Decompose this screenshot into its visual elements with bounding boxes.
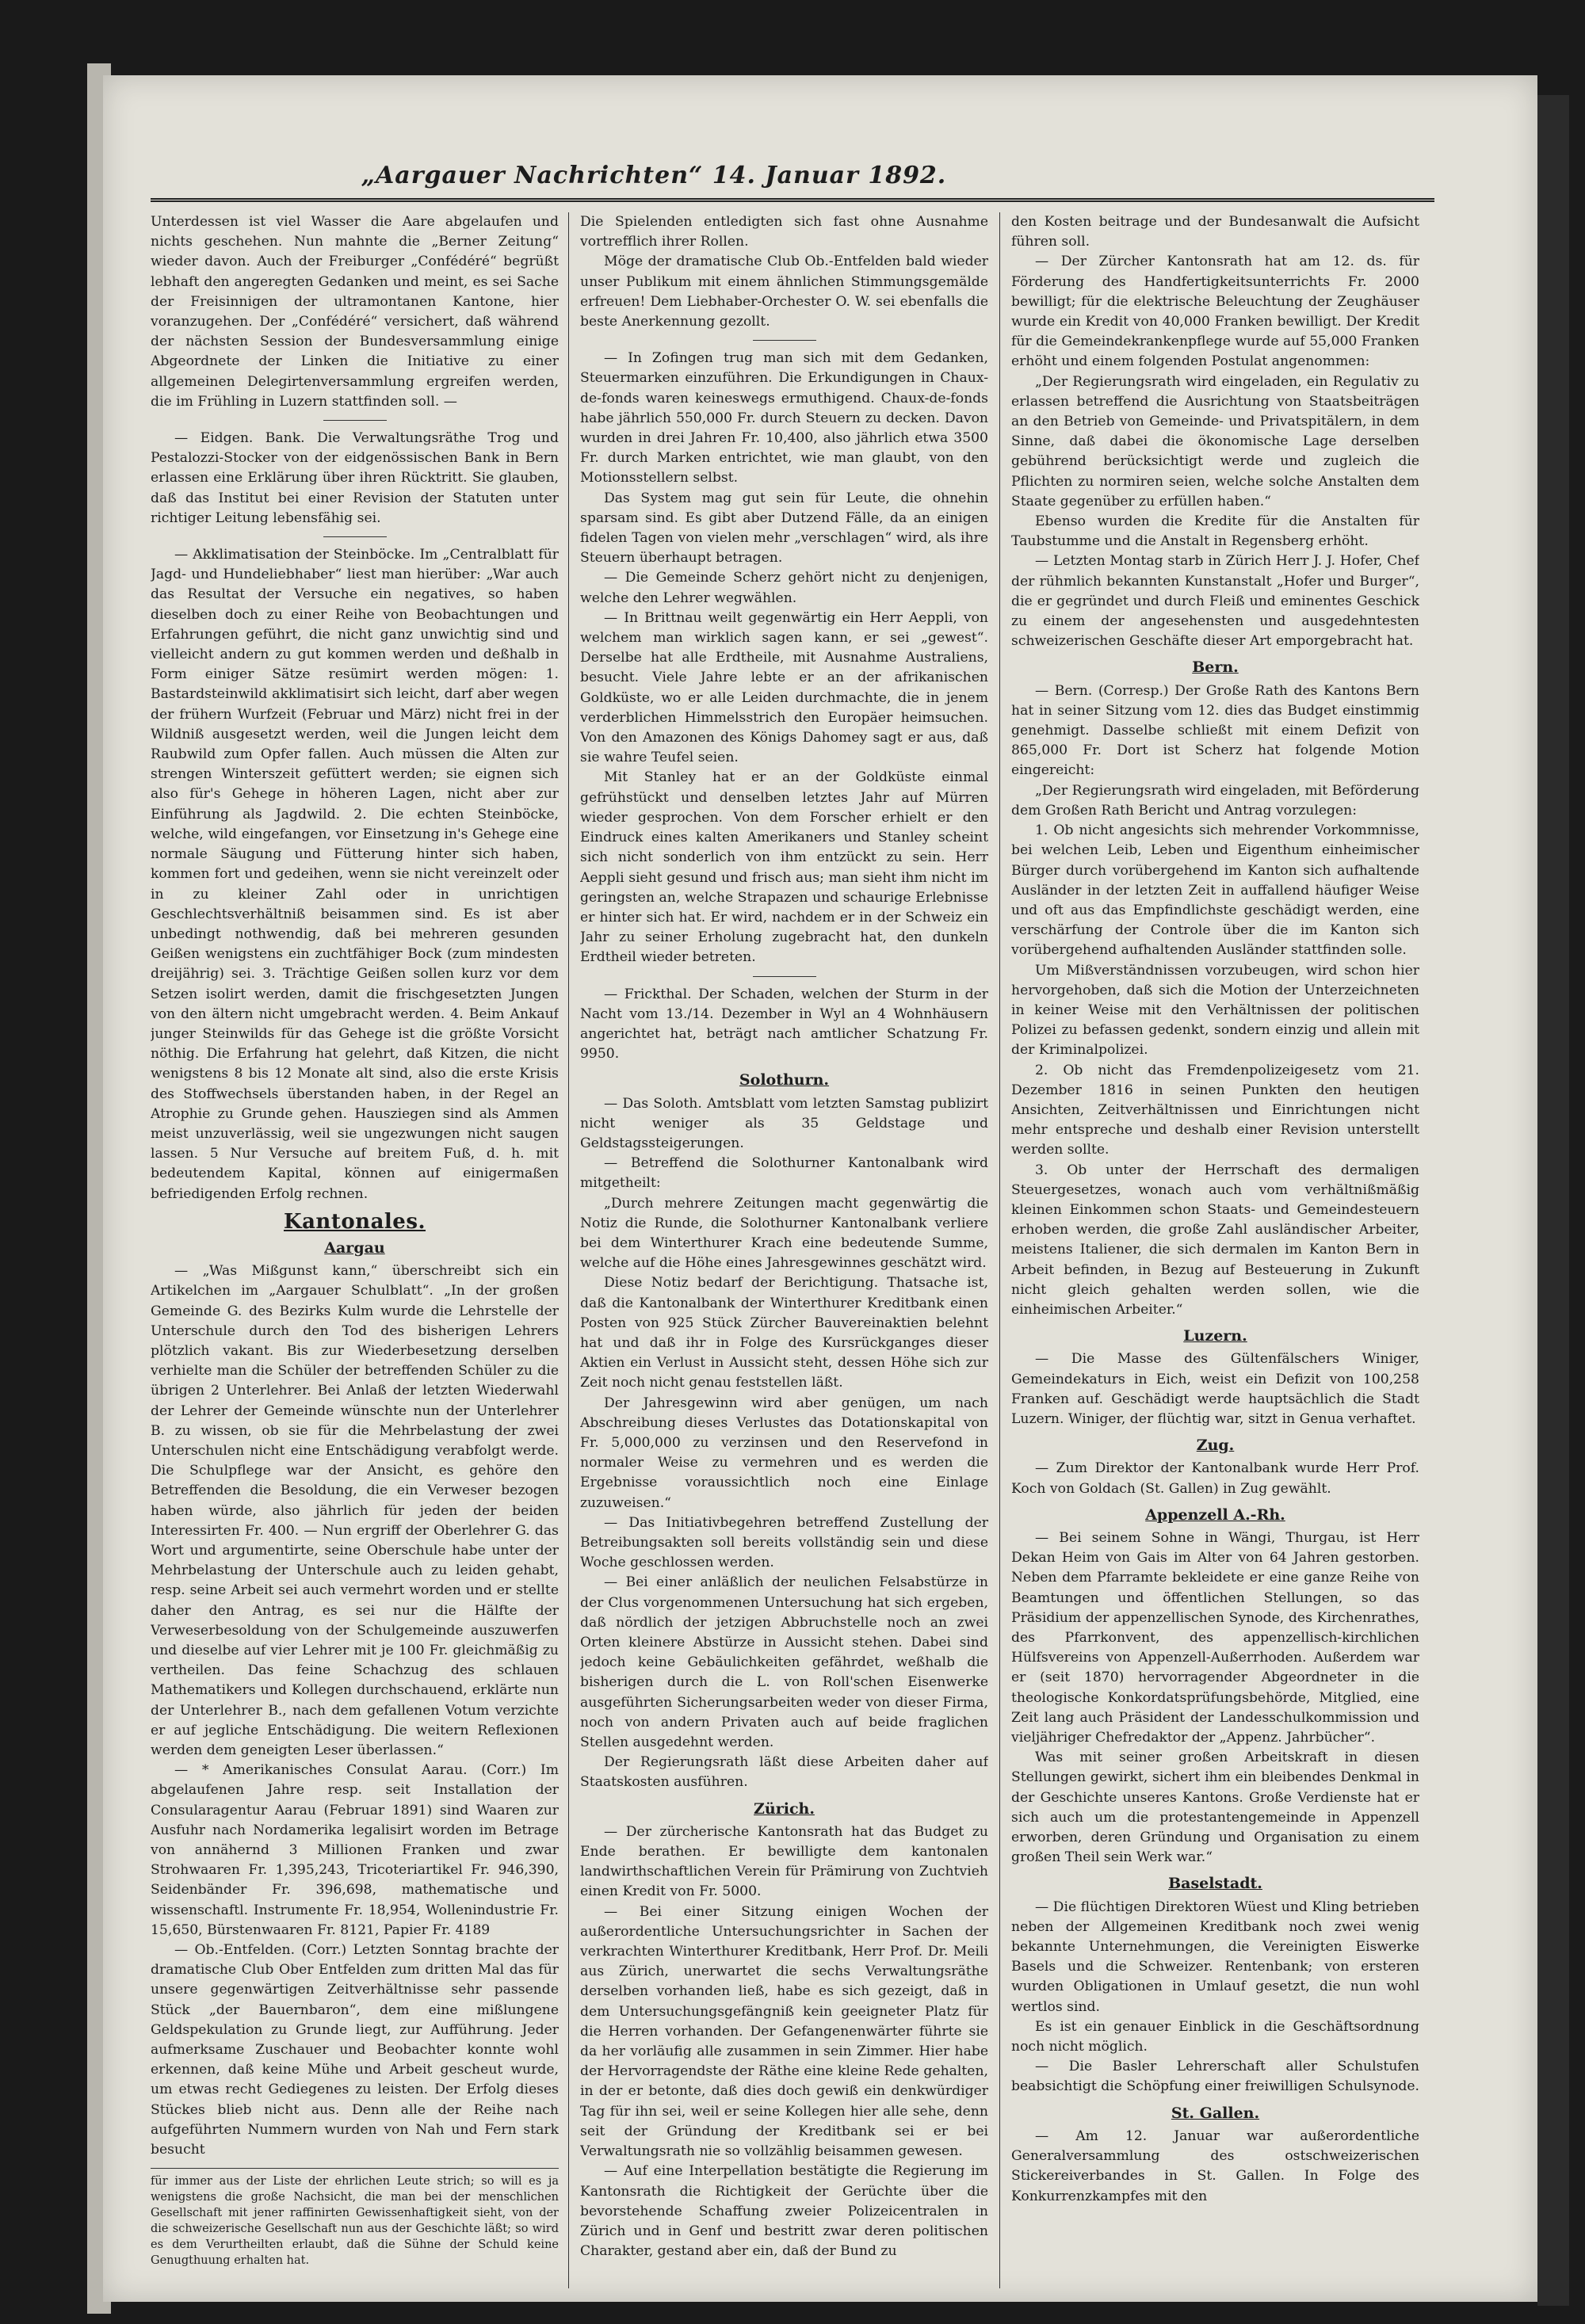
paragraph: — Der zürcherische Kantonsrath hat das Budget zu Ende berathen. Er bewilligte dem kantonalen landwirthschaftlichen Verein für Prämirung von Zuchtvieh einen Kredit von Fr. 5000.	[580, 1823, 988, 1900]
section-subheading: Appenzell A.-Rh.	[1145, 1505, 1285, 1524]
separator	[753, 976, 816, 977]
masthead	[151, 82, 1157, 201]
section-heading: Kantonales.	[283, 1209, 426, 1234]
paragraph: — Akklimatisation der Steinböcke. Im „Centralblatt für Jagd- und Hundeliebhaber“ liest man hierüber: „War auch das Resultat der Versuche ein negatives, so haben dieselben doch zu einer Reihe von Beobachtungen und Erfahrungen geführt, die nicht ganz unwichtig sind und vielleicht andern zu gut kommen werden und deßhalb in Form einiger Sätze resümirt werden mögen: 1. Bastardsteinwild akklimatisirt sich leicht, darf aber wegen der frühern Wurfzeit (Februar und März) nicht frei in der Wildniß ausgesetzt werden, weil die Jungen leicht dem Raubwild zum Opfer fallen. Auch müssen die Alten zur strengen Winterszeit gefüttert werden; sie eignen sich also für's Gehege in höheren Lagen, nicht aber zur Einführung als Jagdwild. 2. Die echten Steinböcke, welche, wild eingefangen, vor Einsetzung in's Gehege eine normale Säugung und Fütterung hinter sich haben, kommen fort und gedeihen, wenn sie nicht vereinzelt oder in zu kleiner Zahl oder in unrichtigen Geschlechtsverhältniß beisammen sind. Es ist aber unbedingt nothwendig, daß bei mehreren gesunden Geißen wenigstens ein zuchtfähiger Bock (zum mindesten dreijährig) sei. 3. Trächtige Geißen sollen kurz vor dem Setzen isolirt werden, damit die frischgesetzten Jungen von den ältern nicht umgebracht werden. 4. Beim Ankauf junger Steinwilds für das Gehege ist die größte Vorsicht nöthig. Die Erfahrung hat gelehrt, daß Kitzen, die nicht wenigstens 8 bis 12 Monate alt sind, also die erste Krisis des Stoffwechsels überstanden haben, in der Regel an Atrophie zu Grunde gehen. Hausziegen sind als Ammen meist unzuverlässig, weil sie ungezwungen nicht saugen lassen. 5 Nur Versuche auf breitem Fuß, d. h. mit bedeutendem Kapital, können auf einigermaßen befriedigenden Erfolg rechnen.	[151, 547, 559, 1202]
paragraph: Mit Stanley hat er an der Goldküste einmal gefrühstückt und denselben letztes Jahr auf Mürren wieder gesprochen. Von dem Forscher erhielt er den Eindruck eines kalten Amerikaners und Stanley scheint sich nicht sonderlich von ihm entzückt zu sein. Herr Aeppli sieht gesund und frisch aus; man sieht ihm nicht im geringsten an, welche Strapazen und schaurige Erlebnisse er hinter sich hat. Er wird, nachdem er in der Schweiz ein Jahr zu seiner Erholung zugebracht hat, den dunkeln Erdtheil wieder betreten.	[580, 769, 988, 966]
section-subheading: St. Gallen.	[1171, 2104, 1260, 2122]
paragraph: 3. Ob unter der Herrschaft des dermaligen Steuergesetzes, wonach auch vom verhältnißmäßig kleinen Einkommen schon Staats- und Gemeindesteuern erhoben werden, die große Zahl ausländischer Arbeiter, meistens Italiener, die sich dermalen im Kanton Bern in Arbeit befinden, in Bezug auf Besteuerung in Zukunft nicht gleich gehalten werden sollen, wie die einheimischen Arbeiter.“	[1011, 1162, 1419, 1318]
paragraph: — * Amerikanisches Consulat Aarau. (Corr.) Im abgelaufenen Jahre resp. seit Installation der Consularagentur Aarau (Februar 1891) sind Waaren zur Ausfuhr nach Nordamerika legalisirt worden im Betrage von annähernd 3 Millionen Franken und zwar Strohwaaren Fr. 1,395,243, Tricoteriartikel Fr. 946,390, Seidenbänder Fr. 396,698, mathematische und wissenschaftl. Instrumente Fr. 18,954, Wollenindustrie Fr. 15,650, Bürstenwaaren Fr. 8121, Papier Fr. 4189	[151, 1762, 559, 1938]
separator	[323, 420, 387, 421]
section-subheading: Bern.	[1192, 658, 1239, 677]
paragraph: — Frickthal. Der Schaden, welchen der Sturm in der Nacht vom 13./14. Dezember in Wyl an 4 Wohnhäusern angerichtet hat, beträgt nach amtlicher Schatzung Fr. 9950.	[580, 986, 988, 1063]
paragraph: Um Mißverständnissen vorzubeugen, wird schon hier hervorgehoben, daß sich die Motion der Unterzeichneten in keiner Weise mit den Verhältnissen der politischen Polizei zu befassen gedenkt, sondern einzig und allein mit der Kriminalpolizei.	[1011, 962, 1419, 1059]
section-subheading: Aargau	[324, 1238, 385, 1257]
paragraph: — Das Soloth. Amtsblatt vom letzten Samstag publizirt nicht weniger als 35 Geldstage und Geldstagssteigerungen.	[580, 1095, 988, 1151]
paragraph: — Der Zürcher Kantonsrath hat am 12. ds. für Förderung des Handfertigkeitsunterrichts Fr. 2000 bewilligt; für die elektrische Beleuchtung der Zeughäuser wurde ein Kredit von 40,000 Franken bewilligt. Der Kredit für die Gemeindekrankenpflege wurde auf 55,000 Franken erhöht und einem folgenden Postulat angenommen:	[1011, 254, 1419, 370]
column-divider	[999, 212, 1000, 2288]
section-subheading: Luzern.	[1183, 1327, 1247, 1345]
paragraph: — In Zofingen trug man sich mit dem Gedanken, Steuermarken einzuführen. Die Erkundigungen in Chaux-de-fonds waren keineswegs ermuthigend. Chaux-de-fonds habe jährlich 550,000 Fr. durch Steuern zu decken. Davon wurden in drei Jahren Fr. 10,400, also jährlich etwa 3500 Fr. durch Marken entrichtet, wie man glaubt, von den Motionsstellern selbst.	[580, 350, 988, 487]
paragraph: — Bern. (Corresp.) Der Große Rath des Kantons Bern hat in seiner Sitzung vom 12. dies das Budget einstimmig genehmigt. Dasselbe schließt mit einem Defizit von 865,000 Fr. Dort ist Scherz hat folgende Motion eingereicht:	[1011, 682, 1419, 779]
paragraph: — Die Masse des Gültenfälschers Winiger, Gemeindekaturs in Eich, weist ein Defizit von 100,258 Franken auf. Geschädigt werde hauptsächlich die Stadt Luzern. Winiger, der flüchtig war, sitzt in Genua verhaftet.	[1011, 1351, 1419, 1427]
paragraph: Möge der dramatische Club Ob.-Entfelden bald wieder unser Publikum mit einem ähnlichen Stimmungsgemälde erfreuen! Dem Liebhaber-Orchester O. W. sei ebenfalls die beste Anerkennung gezollt.	[580, 254, 988, 330]
paragraph: Unterdessen ist viel Wasser die Aare abgelaufen und nichts geschehen. Nun mahnte die „Berner Zeitung“ wieder davon. Auch der Freiburger „Confédéré“ begrüßt lebhaft den angeregten Gedanken und meint, es sei Sache der Freisinnigen der ultramontanen Kantone, hier voranzugehen. Der „Confédéré“ versichert, daß während der nächsten Session der Bundesversammlung einige Abgeordnete der Linken die Initiative zu einer allgemeinen Delegirtenversammlung ergreifen werden, die im Frühling in Luzern stattfinden soll. —	[151, 214, 559, 410]
paragraph: Es ist ein genauer Einblick in die Geschäftsordnung noch nicht möglich.	[1011, 2018, 1419, 2055]
paragraph: 2. Ob nicht das Fremdenpolizeigesetz vom 21. Dezember 1816 in seinen Punkten den heutigen Ansichten, Zeitverhältnissen und Einrichtungen nicht mehr entspreche und deshalb einer Revision unterstellt werden sollte.	[1011, 1062, 1419, 1158]
separator	[323, 536, 387, 537]
paragraph: — Eidgen. Bank. Die Verwaltungsräthe Trog und Pestalozzi-Stocker von der eidgenössischen Bank in Bern erlassen eine Erklärung über ihren Rücktritt. Sie glauben, daß das Institut bei einer Revision der Statuten unter richtiger Leitung lebensfähig sei.	[151, 430, 559, 526]
section-subheading: Solothurn.	[739, 1071, 830, 1089]
paragraph: 1. Ob nicht angesichts sich mehrender Vorkommnisse, bei welchen Leib, Leben und Eigenthum einheimischer Bürger durch vorübergehend im Kanton sich aufhaltende Ausländer in der letzten Zeit in auffallend häufiger Weise und oft aus das Empfindlichste geschädigt werden, eine verschärfung der Controle über die im Kanton sich vorübergehend aufhaltenden Ausländer stattfinden solle.	[1011, 822, 1419, 959]
paragraph: den Kosten beitrage und der Bundesanwalt die Aufsicht führen soll.	[1011, 214, 1419, 250]
paragraph: Ebenso wurden die Kredite für die Anstalten für Taubstumme und die Anstalt in Regensberg erhöht.	[1011, 513, 1419, 550]
paragraph: — Die Basler Lehrerschaft aller Schulstufen beabsichtigt die Schöpfung einer freiwilligen Schulsynode.	[1011, 2059, 1419, 2095]
footnote-rule	[151, 2168, 559, 2169]
section-subheading: Baselstadt.	[1168, 1875, 1262, 1893]
paragraph: — Bei seinem Sohne in Wängi, Thurgau, ist Herr Dekan Heim von Gais im Alter von 64 Jahren gestorben. Neben dem Pfarramte bekleidete er eine ganze Reihe von Beamtungen und öffentlichen Stellungen, so das Präsidium der appenzellischen Synode, des Kirchenrathes, des Pfarrkonvent, des appenzellisch-kirchlichen Hülfsvereins von Appenzell-Außerrhoden. Außerdem war er (seit 1870) hervorragender Abgeordneter in die theologische Konkordatsprüfungsbehörde, Mitglied, eine Zeit lang auch Präsident der Landesschulkommission und vieljähriger Chefredaktor der „Appenz. Jahrbücher“.	[1011, 1530, 1419, 1746]
paragraph: — „Was Mißgunst kann,“ überschreibt sich ein Artikelchen im „Aargauer Schulblatt“. „In der großen Gemeinde G. des Bezirks Kulm wurde die Lehrstelle der Unterschule durch den Tod des bisherigen Lehrers plötzlich vakant. Bis zur Wiederbesetzung derselben verhielte man die Schüler der betreffenden Schüler zu die übrigen 2 Unterlehrer. Bei Anlaß der letzten Wiederwahl der Lehrer der Gemeinde wünschte nun der Unterlehrer B. zu wissen, ob sie für die Mehrbelastung der zwei Unterschulen nicht eine Entschädigung verabfolgt werde. Die Schulpflege war der Ansicht, es gehöre den Betreffenden die Besoldung, die ein Verweser bezogen haben würde, also jährlich für jeden der beiden Interessirten Fr. 400. — Nun ergriff der Oberlehrer G. das Wort und argumentirte, seine Oberschule habe unter der Mehrbelastung der Unterschule auch zu leiden gehabt, resp. seine Arbeit sei auch vermehrt worden und er stellte daher den Antrag, es sei nur die Hälfte der Verweserbesoldung von der Schulgemeinde auszuwerfen und dieselbe auf vier Lehrer mit je 100 Fr. gleichmäßig zu vertheilen. Das feine Schachzug des schlauen Mathematikers und Kollegen durchschauend, erklärte nun der Unterlehrer B., nach dem gefallenen Votum verzichte er auf jegliche Entschädigung. Die weitern Reflexionen werden dem geneigten Leser überlassen.“	[151, 1263, 559, 1759]
paragraph: — Letzten Montag starb in Zürich Herr J. J. Hofer, Chef der rühmlich bekannten Kunstanstalt „Hofer und Burger“, die er gegründet und durch Fleiß und eminentes Geschick zu einem der angesehensten und ausgedehntesten schweizerischen Geschäfte dieser Art emporgebracht hat.	[1011, 553, 1419, 650]
header-rule	[151, 198, 1434, 202]
column-divider	[568, 212, 569, 2288]
paragraph: — Ob.-Entfelden. (Corr.) Letzten Sonntag brachte der dramatische Club Ober Entfelden zum dritten Mal das für unsere gegenwärtigen Zeitverhältnisse sehr passende Stück „der Bauernbaron“, dem eine mißlungene Geldspekulation zu Grunde liegt, zur Aufführung. Jeder aufmerksame Zuschauer und Beobachter konnte wohl erkennen, daß keine Mühe und Arbeit gescheut wurde, um etwas recht Gediegenes zu leisten. Der Erfolg dieses Stückes blieb nicht aus. Denn alle der Reihe nach aufgeführten Nummern wurden von Nah und Fern stark besucht	[151, 1942, 559, 2158]
paragraph: „Durch mehrere Zeitungen macht gegenwärtig die Notiz die Runde, die Solothurner Kantonalbank verliere bei dem Winterthurer Krach eine bedeutende Summe, welche auf die Höhe eines Jahresgewinnes geschätzt wird.	[580, 1195, 988, 1272]
paragraph: — Die Gemeinde Scherz gehört nicht zu denjenigen, welche den Lehrer wegwählen.	[580, 570, 988, 606]
paragraph: Was mit seiner großen Arbeitskraft in diesen Stellungen gewirkt, sichert ihm ein bleibendes Denkmal in der Geschichte unseres Kantons. Große Verdienste hat er sich auch um die protestantengemeinde in Appenzell erworben, deren Gründung und Organisation zu einem großen Theil sein Werk war.“	[1011, 1750, 1419, 1866]
footnote: für immer aus der Liste der ehrlichen Leute strich; so will es ja wenigstens die große Nachsicht, die man bei der menschlichen Gesellschaft mit jener raffinirten Gewissenhaftigkeit sieht, von der die schweizerische Gesellschaft nun aus der Geschichte läßt; so wird es dem Verurtheilten erlaubt, daß die Sühne der Schuld keine Genugthuung erhalten hat.	[151, 2175, 559, 2268]
paragraph: — Auf eine Interpellation bestätigte die Regierung im Kantonsrath die Richtigkeit der Gerüchte über die bevorstehende Schaffung zweier Polizeicentralen in Zürich und in Genf und bestritt zwar deren politischen Charakter, gestand aber ein, daß der Bund zu	[580, 2163, 988, 2260]
column-2	[580, 212, 988, 2288]
paragraph: „Der Regierungsrath wird eingeladen, ein Regulativ zu erlassen betreffend die Ausrichtung von Staatsbeiträgen an den Betrieb von Gemeinde- und Privatspitälern, in dem Sinne, daß dabei die ökonomische Lage derselben gebührend berücksichtigt werde und zugleich die Pflichten zu normiren seien, welche solche Anstalten dem Staate gegenüber zu erfüllen haben.“	[1011, 373, 1419, 509]
paragraph: — Betreffend die Solothurner Kantonalbank wird mitgetheilt:	[580, 1155, 988, 1192]
paragraph: Der Regierungsrath läßt diese Arbeiten daher auf Staatskosten ausführen.	[580, 1754, 988, 1791]
paragraph: Das System mag gut sein für Leute, die ohnehin sparsam sind. Es gibt aber Dutzend Fälle, da an einigen fidelen Tagen von vielen mehr „verschlagen“ wird, als ihre Steuern überhaupt betragen.	[580, 490, 988, 567]
paragraph: Die Spielenden entledigten sich fast ohne Ausnahme vortrefflich ihrer Rollen.	[580, 214, 988, 250]
paragraph: — Bei einer Sitzung einigen Wochen der außerordentliche Untersuchungsrichter in Sachen der verkrachten Winterthurer Kreditbank, Herr Prof. Dr. Meili aus Zürich, unerwartet die sechs Verwaltungsräthe derselben vorhanden ließ, habe es sich gezeigt, daß in dem Untersuchungsgefängniß kein geeigneter Platz für die Herren vorhanden. Der Gefangenenwärter führte sie da her vorläufig alle zusammen in sein Zimmer. Hier habe der Hervorragendste der Räthe eine kleine Rede gehalten, in der er betonte, daß dies doch gewiß ein denkwürdiger Tag für ihn sei, weil er seine Kollegen hier alle sehe, denn seit der Gründung der Kreditbank sei er bei Verwaltungsrath nie so vollzählig beisammen gewesen.	[580, 1903, 988, 2160]
paragraph: Der Jahresgewinn wird aber genügen, um nach Abschreibung dieses Verlustes das Dotationskapital von Fr. 5,000,000 zu verzinsen und den Reservefond in normaler Weise zu vermehren und es werden die Ergebnisse voraussichtlich noch eine Einlage zuzuweisen.“	[580, 1395, 988, 1511]
paragraph: Diese Notiz bedarf der Berichtigung. Thatsache ist, daß die Kantonalbank der Winterthurer Kreditbank einen Posten von 925 Stück Zürcher Bauvereinaktien belehnt hat und daß ihr in Folge des Kursrückganges dieser Aktien ein Verlust in Aussicht steht, dessen Höhe sich zur Zeit noch nicht genau feststellen läßt.	[580, 1275, 988, 1391]
paragraph: — In Brittnau weilt gegenwärtig ein Herr Aeppli, von welchem man wirklich sagen kann, er sei „gewest“. Derselbe hat alle Erdtheile, mit Ausnahme Australiens, besucht. Viele Jahre lebte er an der afrikanischen Goldküste, wo er alle Leiden durchmachte, die in jenem verderblichen Himmelsstrich den Europäer heimsuchen. Von den Amazonen des Königs Dahomey sagt er aus, daß sie wahre Teufel seien.	[580, 609, 988, 766]
paragraph: „Der Regierungsrath wird eingeladen, mit Beförderung dem Großen Rath Bericht und Antrag vorzulegen:	[1011, 782, 1419, 819]
column-3	[1011, 212, 1419, 2288]
paragraph: — Bei einer anläßlich der neulichen Felsabstürze in der Clus vorgenommenen Untersuchung hat sich ergeben, daß nördlich der jetzigen Abbruchstelle noch an zwei Orten kleinere Abstürze in Aussicht stehen. Dabei sind jedoch keine Gebäulichkeiten gefährdet, weßhalb die bisherigen durch die L. von Roll'schen Eisenwerke ausgeführten Sicherungsarbeiten weder von dieser Firma, noch von andern Privaten auch auf beide fraglichen Stellen ausgedehnt werden.	[580, 1574, 988, 1751]
paragraph: — Das Initiativbegehren betreffend Zustellung der Betreibungsakten soll bereits vollständig sein und diese Woche geschlossen werden.	[580, 1514, 988, 1571]
paragraph: — Zum Direktor der Kantonalbank wurde Herr Prof. Koch von Goldach (St. Gallen) in Zug gewählt.	[1011, 1460, 1419, 1497]
article-columns	[151, 212, 1434, 2288]
paragraph: — Die flüchtigen Direktoren Wüest und Kling betrieben neben der Allgemeinen Kreditbank noch zwei wenig bekannte Unternehmungen, die Vereinigten Eiswerke Basels und die Schweizer. Rentenbank; von ersteren wurden Obligationen in Umlauf gesetzt, die nun wohl wertlos sind.	[1011, 1899, 1419, 2015]
page-right-edge	[1537, 95, 1569, 2306]
paragraph: — Am 12. Januar war außerordentliche Generalversammlung des ostschweizerischen Stickereiverbandes in St. Gallen. In Folge des Konkurrenzkampfes mit den	[1011, 2127, 1419, 2204]
section-subheading: Zug.	[1196, 1437, 1235, 1455]
section-subheading: Zürich.	[754, 1799, 815, 1818]
column-1	[151, 212, 559, 2288]
masthead-title: „Aargauer Nachrichten“ 14. Januar 1892.	[361, 162, 947, 189]
separator	[753, 340, 816, 341]
